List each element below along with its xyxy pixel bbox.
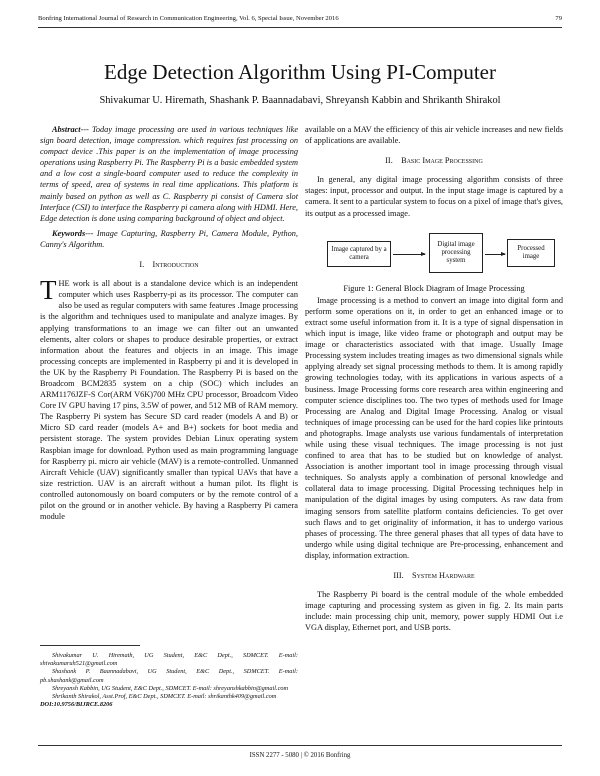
footnote-1: Shivakumar U. Hiremath, UG Student, E&C Dept., SDMCET. E-mail: shivakumaruh521@gmail.com — [40, 652, 298, 668]
image-processing-paragraph: Image processing is a method to convert an image into digital form and perform some operations on it, in order to get an enhanced image or to extract some useful information from it. It is a type of signal dispensation in which input is image, like video frame or photograph and output may be image or characteristics associated with that image. Usually Image Processing system includes treating images as two dimensional signals while applying already set signal processing methods to them. It is among rapidly growing technologies today, with its applications in various aspects of a business. Image Processing forms core research area within engineering and computer science disciplines too. The two types of methods used for Image Processing are Analog and Digital Image Processing. Analog or visual techniques of image processing can be used for the hard copies like printouts and photographs. Image analysts use various fundamentals of interpretation while using these visual techniques. The image processing is not just confined to area that has to be studied but on knowledge of analyst. Association is another important tool in image processing through visual techniques. So analysts apply a combination of personal knowledge and collateral data to image processing. Digital Processing techniques help in manipulation of the digital images by using computers. As raw data from imaging sensors from satellite platform contains deficiencies. To get over such flaws and to get originality of information, it has to undergo various phases of processing. The three general phases that all types of data have to undergo while using digital technique are Pre-processing, enhancement and display, information extraction. — [305, 295, 563, 560]
introduction-paragraph — [40, 275, 298, 522]
block-diagram — [305, 227, 563, 277]
mav-continuation: available on a MAV the efficiency of this air vehicle increases and new fields of applications are available. — [305, 125, 563, 146]
left-column — [40, 124, 298, 522]
section-heading-basic-image-processing: II. Basic Image Processing — [385, 156, 483, 166]
right-column — [305, 124, 563, 633]
figure-caption: Figure 1: General Block Diagram of Image Processing — [343, 283, 525, 293]
footnote-rule — [40, 645, 140, 646]
journal-header: Bonfring International Journal of Research in Communication Engineering, Vol. 6, Special Issue, November 2016 — [38, 15, 339, 22]
footnote-4: Shrikanth Shirakol, Asst.Prof, E&C Dept., SDMCET. E-mail: shrikanthk409@gmail.com — [52, 693, 277, 701]
section-heading-system-hardware: III. System Hardware — [393, 571, 475, 580]
arrow-input-to-system — [393, 254, 425, 255]
keywords-text: Image Capturing, Raspberry Pi, Camera Module, Python, Canny's Algorithm. — [40, 228, 298, 249]
keywords-paragraph — [40, 228, 298, 250]
basic-processing-paragraph: In general, any digital image processing algorithm consists of three stages: input, processor and output. In the input stage image is captured by a camera. It sent to a particular system to focus on a pixel of image that's gives, its output as a processed image. — [305, 175, 563, 218]
author-footnotes — [40, 645, 298, 709]
footer-rule — [38, 745, 562, 746]
abstract-paragraph — [40, 124, 298, 224]
arrow-system-to-output — [485, 254, 505, 255]
page-number: 79 — [555, 15, 562, 22]
output-box: Processed image — [507, 239, 555, 267]
paper-title: Edge Detection Algorithm Using PI-Computer — [104, 60, 496, 84]
section-heading-introduction: I. Introduction — [139, 260, 199, 270]
keywords-label: Keywords--- — [52, 228, 94, 238]
drop-cap: T — [40, 275, 57, 306]
footer-issn: ISSN 2277 - 5080 | © 2016 Bonfring — [249, 752, 351, 759]
abstract-text: Today image processing are used in various techniques like sign board detection, image compression. which requires fast processing on compact device .This paper is on the implementation of image processing operations using Raspberry Pi. The Raspberry Pi is a basic embedded system and a low cost a single-board computer used to reduce the complexity in terms of speed, area of systems in real time applications. This platform is mainly based on python as well as C. Raspberry pi consist of Camera slot Interface (CSI) to interface the Raspberry pi camera along with HDMI. Here, Edge detection is done using comparing background of object and object. — [40, 125, 298, 223]
input-box: Image captured by a camera — [327, 241, 391, 267]
header-rule — [38, 27, 562, 28]
abstract-label: Abstract--- — [52, 125, 89, 134]
doi: DOI:10.9756/BIJRCE.8206 — [40, 701, 113, 709]
hardware-paragraph: The Raspberry Pi board is the central module of the whole embedded image capturing and processing system as given in fig. 2. Its main parts include: main processing chip unit, memory, power supply HDMI Out i.e VGA display, Ethernet port, and USB ports. — [305, 590, 563, 633]
footnote-3: Shreyansh Kabbin, UG Student, E&C Dept., SDMCET. E-mail: shreyanshkabbin@gmail.com — [52, 684, 289, 692]
system-box: Digital image processing system — [429, 233, 483, 273]
introduction-text: HE work is all about is a standalone device which is an independent computer which uses Raspberry-pi as its processor. The computer can also be used as regular computers with same features .Image processing is the algorithm and techniques used to manipulate and analyze images. By applying transformations to an image we can filter out an unwanted elements, alter colors or shapes to produce desirable properties, or extract information about the features and objects in an image. This image processing concepts are implemented in Raspberry pi and it is developed in the UK by the Raspberry Pi Foundation. The Raspberry Pi is based on the Broadcom BCM2835 system on a chip (SOC) which includes an ARM1176JZF-S Cor(ARM V6K)700 MHz CPU processor, Broadcom Video Core IV GPU having 17 pins, 3.5W of power, and 512 MB of RAM memory. The Raspberry Pi system has Secure SD card reader (models A and B) or Micro SD card reader (models A+ and B+) sockets for boot media and persistent storage. The system provides Debian Linux operating system Raspbian image for download. Python used as main programming language for Raspberry pi. micro air vehicle (MAV) is a remote-controlled. Unmanned Aircraft Vehicle (UAV) significantly smaller than typical UAVs that have a size restriction. UAV is an aircraft without a human pilot. Its flight is controlled autonomously on board computers or by the remote control of a pilot on the ground or in another vehicle. By having a Raspberry Pi camera module — [40, 279, 298, 522]
footnote-2: Shashank P. Baannadabavi, UG Student, E&C Dept., SDMCET. E-mail: pb.shashank@gmail.com — [40, 668, 298, 684]
authors-line: Shivakumar U. Hiremath, Shashank P. Baannadabavi, Shreyansh Kabbin and Shrikanth Shirakol — [99, 95, 501, 106]
